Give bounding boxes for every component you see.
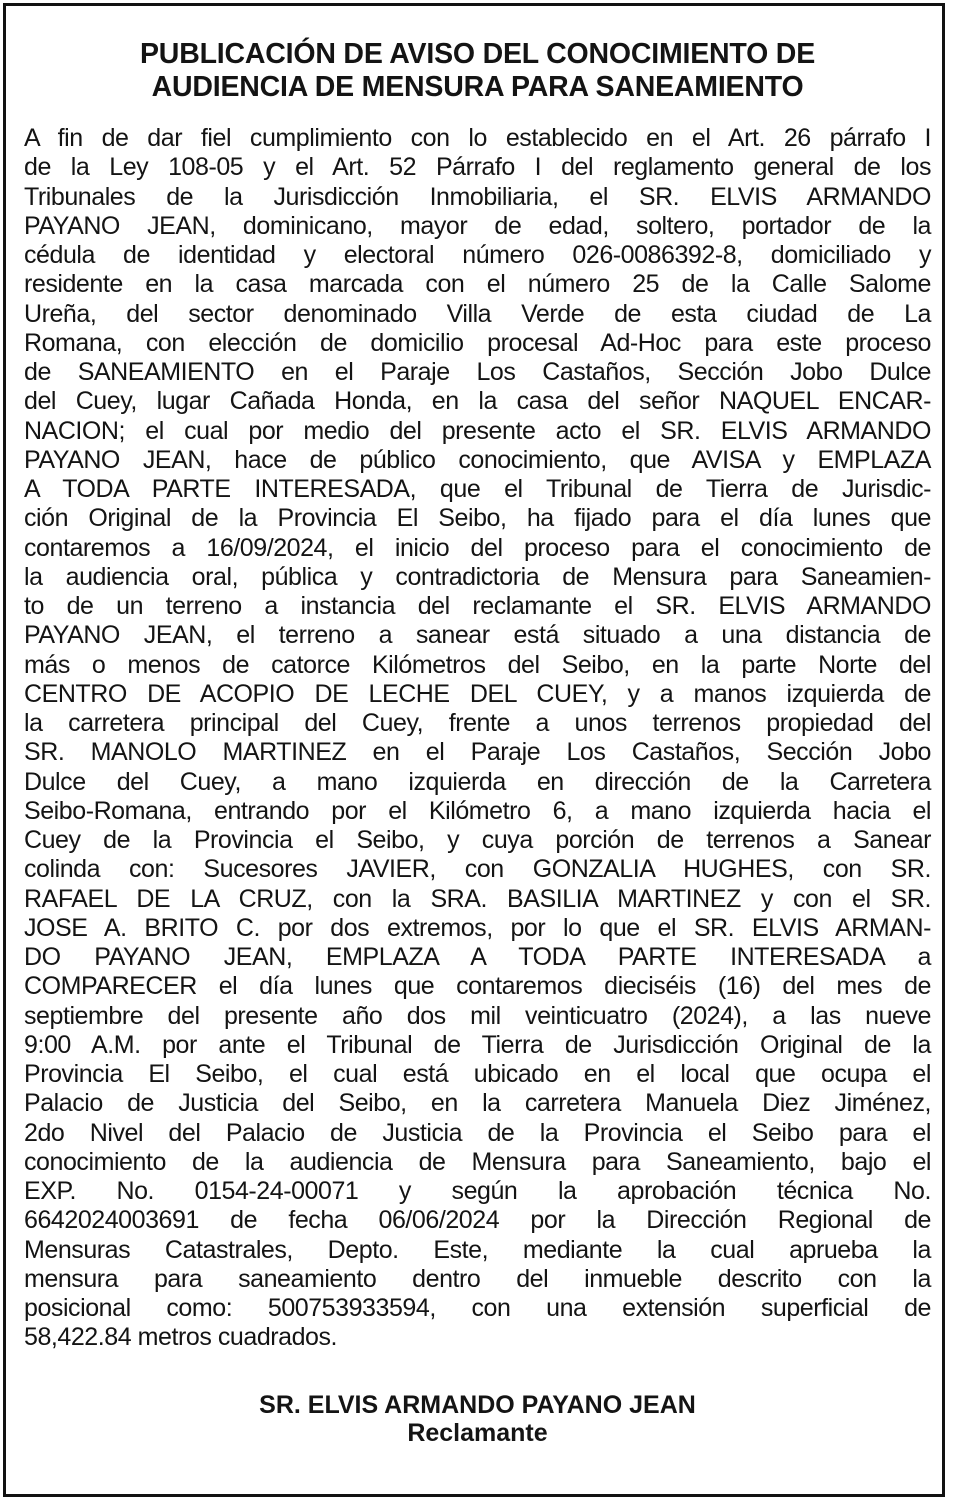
notice-body-line: DO PAYANO JEAN, EMPLAZA A TODA PARTE INTERESADA a — [24, 943, 931, 971]
notice-body-line: Cuey de la Provincia el Seibo, y cuya porción de terrenos a Sanear — [24, 826, 931, 854]
legal-notice — [24, 38, 931, 1447]
notice-title-line-1: PUBLICACIÓN DE AVISO DEL CONOCIMIENTO DE — [140, 38, 815, 70]
notice-body-line: NACION; el cual por medio del presente acto el SR. ELVIS ARMANDO — [24, 416, 931, 445]
notice-body-line: la carretera principal del Cuey, frente a unos terrenos propiedad del — [24, 709, 931, 737]
notice-body-line: ción Original de la Provincia El Seibo, ha fijado para el día lunes que — [24, 504, 931, 533]
notice-body-line: colinda con: Sucesores JAVIER, con GONZALIA HUGHES, con SR. — [24, 855, 931, 884]
notice-body-line: cédula de identidad y electoral número 026-0086392-8, domiciliado y — [24, 241, 931, 269]
notice-body-line: residente en la casa marcada con el número 25 de la Calle Salome — [24, 270, 931, 299]
notice-body-line: Provincia El Seibo, el cual está ubicado en el local que ocupa el — [24, 1060, 931, 1088]
notice-body-line: posicional como: 500753933594, con una extensión superficial de — [24, 1294, 931, 1322]
notice-title-line-2: AUDIENCIA DE MENSURA PARA SANEAMIENTO — [151, 71, 804, 103]
notice-body-line: de SANEAMIENTO en el Paraje Los Castaños, Sección Jobo Dulce — [24, 358, 931, 386]
notice-body-line: RAFAEL DE LA CRUZ, con la SRA. BASILIA MARTINEZ y con el SR. — [24, 884, 931, 913]
notice-body-line: del Cuey, lugar Cañada Honda, en la casa del señor NAQUEL ENCAR- — [24, 387, 931, 416]
notice-body-line: SR. MANOLO MARTINEZ en el Paraje Los Castaños, Sección Jobo — [24, 738, 931, 767]
notice-body-line: contaremos a 16/09/2024, el inicio del proceso para el conocimiento de — [24, 533, 931, 562]
notice-body-line: la audiencia oral, pública y contradictoria de Mensura para Saneamien- — [24, 562, 931, 591]
notice-body-line: conocimiento de la audiencia de Mensura para Saneamiento, bajo el — [24, 1147, 931, 1176]
notice-body-line: PAYANO JEAN, hace de público conocimiento, que AVISA y EMPLAZA — [24, 445, 931, 474]
notice-body-line: Mensuras Catastrales, Depto. Este, mediante la cual aprueba la — [24, 1235, 931, 1264]
notice-body-line: Tribunales de la Jurisdicción Inmobiliaria, el SR. ELVIS ARMANDO — [24, 182, 931, 211]
notice-body-line: JOSE A. BRITO C. por dos extremos, por lo que el SR. ELVIS ARMAN- — [24, 913, 931, 942]
notice-body-line: septiembre del presente año dos mil veinticuatro (2024), a las nueve — [24, 1001, 931, 1030]
notice-body-line: EXP. No. 0154-24-00071 y según la aprobación técnica No. — [24, 1177, 931, 1205]
notice-body — [24, 124, 931, 1353]
notice-title — [24, 38, 931, 104]
notice-body-line: Seibo-Romana, entrando por el Kilómetro 6, a mano izquierda hacia el — [24, 796, 931, 825]
signature-name: SR. ELVIS ARMANDO PAYANO JEAN — [259, 1390, 696, 1419]
notice-body-line: to de un terreno a instancia del reclamante el SR. ELVIS ARMANDO — [24, 592, 931, 620]
notice-body-line: Romana, con elección de domicilio procesal Ad-Hoc para este proceso — [24, 328, 931, 357]
notice-body-line: COMPARECER el día lunes que contaremos dieciséis (16) del mes de — [24, 972, 931, 1001]
notice-body-line: A TODA PARTE INTERESADA, que el Tribunal de Tierra de Jurisdic- — [24, 475, 931, 503]
notice-body-line: de la Ley 108-05 y el Art. 52 Párrafo I del reglamento general de los — [24, 153, 931, 182]
notice-body-line: Palacio de Justicia del Seibo, en la carretera Manuela Diez Jiménez, — [24, 1089, 931, 1118]
notice-body-line: A fin de dar fiel cumplimiento con lo establecido en el Art. 26 párrafo I — [24, 124, 931, 152]
signature-block — [24, 1391, 931, 1447]
notice-body-line: mensura para saneamiento dentro del inmueble descrito con la — [24, 1264, 931, 1293]
notice-body-line: 58,422.84 metros cuadrados. — [24, 1323, 338, 1352]
notice-body-line: Ureña, del sector denominado Villa Verde de esta ciudad de La — [24, 299, 931, 328]
notice-body-line: CENTRO DE ACOPIO DE LECHE DEL CUEY, y a manos izquierda de — [24, 679, 931, 708]
notice-body-line: más o menos de catorce Kilómetros del Seibo, en la parte Norte del — [24, 650, 931, 679]
notice-body-line: 6642024003691 de fecha 06/06/2024 por la Dirección Regional de — [24, 1206, 931, 1235]
notice-body-line: 2do Nivel del Palacio de Justicia de la Provincia el Seibo para el — [24, 1118, 931, 1147]
notice-body-line: PAYANO JEAN, el terreno a sanear está situado a una distancia de — [24, 621, 931, 650]
notice-body-line: Dulce del Cuey, a mano izquierda en dirección de la Carretera — [24, 767, 931, 796]
signature-role: Reclamante — [407, 1418, 548, 1447]
notice-body-line: 9:00 A.M. por ante el Tribunal de Tierra de Jurisdicción Original de la — [24, 1030, 931, 1059]
notice-body-line: PAYANO JEAN, dominicano, mayor de edad, soltero, portador de la — [24, 211, 931, 240]
